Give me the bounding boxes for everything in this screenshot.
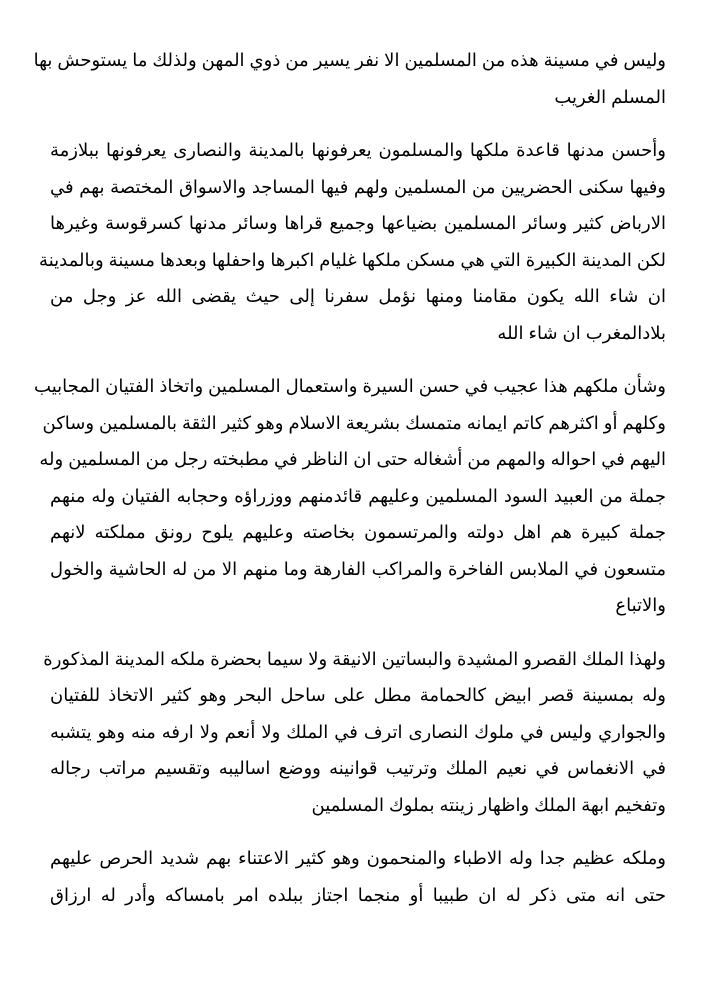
text-line: جملة من العبيد السود المسلمين وعليهم قائدمنهم ووزراؤه وحجابه الفتيان وله منهم <box>50 485 666 506</box>
text-line: وتفخيم ابهة الملك واظهار زينته بملوك المسلمين <box>311 794 666 815</box>
text-line: والجواري وليس في ملوك النصارى اترف في الملك ولا أنعم ولا ارفه منه وهو يتشبه <box>50 721 666 742</box>
text-line: وليس في مسينة هذه من المسلمين الا نفر يسير من ذوي المهن ولذلك ما يستوحش بها <box>33 50 666 70</box>
paragraph-4 <box>43 641 666 824</box>
text-line: وله بمسينة قصر ابيض كالحمامة مطل على ساحل البحر وهو كثير الاتخاذ للفتيان <box>50 685 666 705</box>
text-line: الارباض كثير وسائر المسلمين بضياعها وجميع قراها وسائر مدنها كسرقوسة وغيرها <box>50 213 666 233</box>
text-line: ولهذا الملك القصرو المشيدة والبساتين الانيقة ولا سيما بحضرة ملكه المدينة المذكورة <box>43 648 666 669</box>
text-line: حتى انه متى ذكر له ان طبيبا أو منجما اجتاز ببلده امر بامساكه وأدر له ارزاق <box>50 884 666 905</box>
text-line: والاتباع <box>615 595 666 615</box>
text-line: وملكه عظيم جدا وله الاطباء والمنحمون وهو كثير الاعتناء بهم شديد الحرص عليهم <box>50 848 666 868</box>
text-line: المسلم الغريب <box>554 86 666 107</box>
text-line: لكن المدينة الكبيرة التي هي مسكن ملكها غليام اكبرها واحفلها وبعدها مسينة وبالمدينة <box>39 249 666 270</box>
paragraph-5 <box>50 840 666 913</box>
text-line: وشأن ملكهم هذا عجيب في حسن السيرة واستعمال المسلمين واتخاذ الفتيان المجابيب <box>34 376 666 396</box>
document-page <box>33 42 666 930</box>
text-line: ان شاء الله يكون مقامنا ومنها نؤمل سفرنا إلى حيث يقضى الله عز وجل من <box>50 286 666 306</box>
text-line: وأحسن مدنها قاعدة ملكها والمسلمون يعرفونها بالمدينة والنصارى يعرفونها ببلازمة <box>50 140 666 160</box>
text-line: في الانغماس في نعيم الملك وترتيب قوانينه ووضع اساليبه وتقسيم مراتب رجاله <box>50 758 666 778</box>
text-line: وكلهم أو اكثرهم كاتم ايمانه متمسك بشريعة الاسلام وهو كثير الثقة بالمسلمين وساكن <box>42 412 666 433</box>
text-line: اليهم في احواله والمهم من أشغاله حتى ان الناظر في مطبخته رجل من المسلمين وله <box>39 449 666 469</box>
paragraph-1 <box>33 42 666 115</box>
text-line: متسعون في الملابس الفاخرة والمراكب الفارهة وما منهم الا من له الحاشية والخول <box>50 558 666 579</box>
paragraph-3 <box>34 368 666 624</box>
text-line: وفيها سكنى الحضريين من المسلمين ولهم فيها المساجد والاسواق المختصة بهم في <box>50 176 666 197</box>
text-line: جملة كبيرة هم اهل دولته والمرتسمون بخاصته وعليهم يلوح رونق مملكته لانهم <box>50 522 666 542</box>
text-line: بلادالمغرب ان شاء الله <box>497 322 666 343</box>
paragraph-2 <box>39 132 666 351</box>
